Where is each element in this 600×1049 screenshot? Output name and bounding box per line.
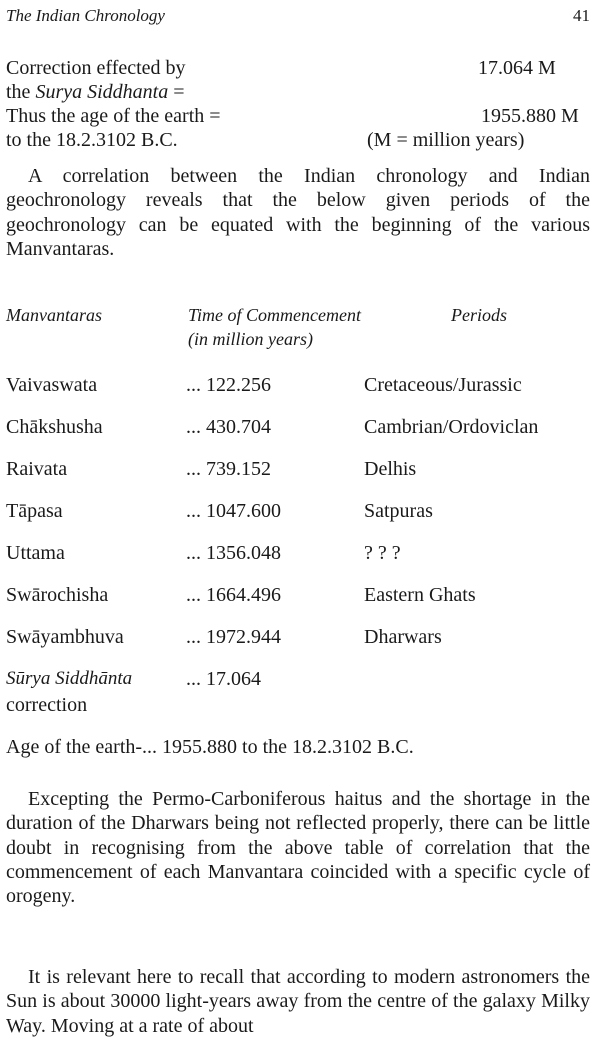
- manvantara-name: Swāyambhuva: [6, 626, 124, 648]
- table-row-correction: [6, 666, 594, 692]
- geologic-period: Cambrian/Ordoviclan: [364, 416, 539, 438]
- summary-line4-label: to the 18.2.3102 B.C.: [6, 129, 178, 151]
- commencement-time: ... 1664.496: [186, 584, 281, 606]
- geologic-period: Eastern Ghats: [364, 584, 476, 606]
- table-row: [6, 624, 594, 650]
- table-header-manvantaras: Manvantaras: [6, 305, 102, 325]
- manvantara-name: Swārochisha: [6, 584, 109, 606]
- manvantara-name: Vaivaswata: [6, 374, 98, 396]
- geologic-period: Cretaceous/Jurassic: [364, 374, 522, 396]
- table-header-time: Time of Commencement: [188, 305, 361, 325]
- summary-line2: [6, 80, 185, 104]
- geologic-period: Satpuras: [364, 500, 433, 522]
- summary-line2-suffix: =: [168, 81, 185, 103]
- correction-name-line2: correction: [6, 694, 88, 716]
- correction-time: ... 17.064: [186, 668, 261, 690]
- running-title: The Indian Chronology: [6, 6, 165, 25]
- page-header: [6, 6, 590, 30]
- manvantara-name: Tāpasa: [6, 500, 63, 522]
- summary-line4-note: (M = million years): [367, 129, 525, 151]
- commencement-time: ... 122.256: [186, 374, 271, 396]
- commencement-time: ... 430.704: [186, 416, 271, 438]
- geologic-period: Dharwars: [364, 626, 442, 648]
- geologic-period: Delhis: [364, 458, 417, 480]
- table-row: [6, 498, 594, 524]
- age-of-earth-line: Age of the earth-... 1955.880 to the 18.2.3102 B.C.: [6, 736, 414, 758]
- commencement-time: ... 1972.944: [186, 626, 281, 648]
- intro-paragraph: A correlation between the Indian chronology and Indian geochronology reveals that the below given periods of the geochronology can be equated with the beginning of the various Manvantaras.: [6, 165, 590, 260]
- geologic-period: ? ? ?: [364, 542, 401, 564]
- table-row: [6, 414, 594, 440]
- table-row: [6, 582, 594, 608]
- table-header-time-unit: (in million years): [188, 329, 313, 349]
- table-row: [6, 456, 594, 482]
- summary-line3-value: 1955.880 M: [481, 105, 579, 127]
- paragraph-milky-way: It is relevant here to recall that according to modern astronomers the Sun is about 30000 light-years away from the centre of the galaxy Milky Way. Moving at a rate of about: [6, 966, 590, 1037]
- summary-line2-prefix: the: [6, 81, 36, 103]
- commencement-time: ... 739.152: [186, 458, 271, 480]
- summary-line2-italic: Surya Siddhanta: [35, 81, 169, 103]
- paragraph-orogeny: Excepting the Permo-Carboniferous haitus and the shortage in the duration of the Dharwars being not reflected properly, there can be little doubt in recognising from the above table of correlation that the commencement of each Manvantara coincided with a specific cycle of orogeny.: [6, 788, 590, 908]
- table-row: [6, 372, 594, 398]
- commencement-time: ... 1356.048: [186, 542, 281, 564]
- manvantara-name: Chākshusha: [6, 416, 103, 438]
- commencement-time: ... 1047.600: [186, 500, 281, 522]
- manvantara-name: Raivata: [6, 458, 68, 480]
- table-row: [6, 540, 594, 566]
- table-header-periods: Periods: [451, 305, 507, 325]
- summary-line1-value: 17.064 M: [478, 57, 556, 79]
- page-number: 41: [573, 6, 590, 25]
- summary-line1-label: Correction effected by: [6, 57, 186, 79]
- correction-name: Sūrya Siddhānta: [6, 668, 133, 689]
- summary-line3-label: Thus the age of the earth =: [6, 105, 221, 127]
- manvantara-name: Uttama: [6, 542, 65, 564]
